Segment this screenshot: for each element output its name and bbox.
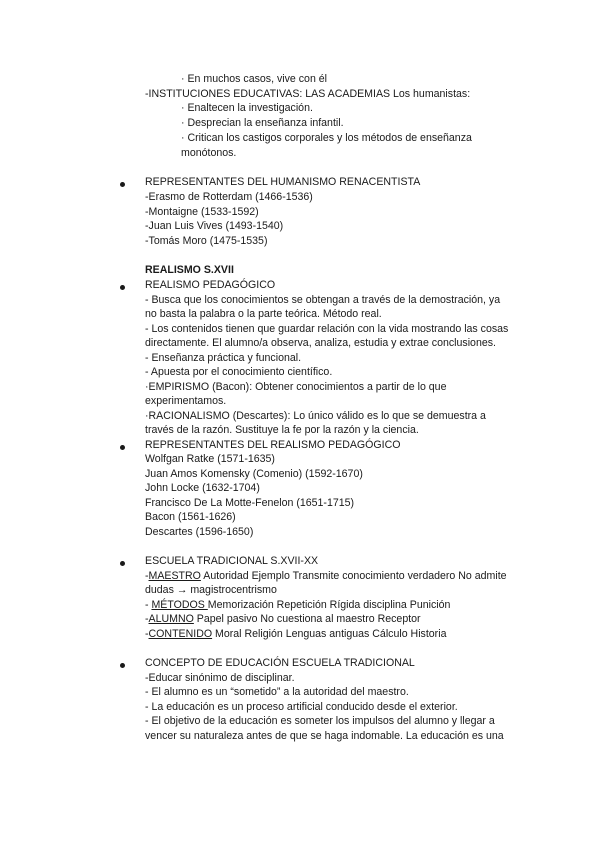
alumno-text: Papel pasivo No cuestiona al maestro Receptor — [193, 613, 421, 625]
section-heading: ESCUELA TRADICIONAL S.XVII-XX — [145, 555, 319, 567]
list-item: John Locke (1632-1704) — [145, 482, 260, 494]
text-line: -INSTITUCIONES EDUCATIVAS: LAS ACADEMIAS Los humanistas: — [145, 88, 471, 100]
contenido-label: CONTENIDO — [148, 628, 213, 640]
list-item: Descartes (1596-1650) — [145, 526, 254, 538]
text-line: · En muchos casos, vive con él — [181, 73, 328, 85]
text-line: · Desprecian la enseñanza infantil. — [181, 117, 344, 129]
alumno-label: ALUMNO — [148, 613, 194, 625]
text-line: · Enaltecen la investigación. — [181, 102, 313, 114]
text-line: - La educación es un proceso artificial conducido desde el exterior. — [145, 701, 458, 713]
section-title: REALISMO S.XVII — [145, 264, 234, 276]
section-heading: REPRESENTANTES DEL HUMANISMO RENACENTISTA — [145, 176, 421, 188]
bullet-icon — [120, 561, 125, 566]
maestro-label: MAESTRO — [148, 570, 201, 582]
text-line: - Enseñanza práctica y funcional. — [145, 352, 302, 364]
text-line: no basta la palabra o la parte teórica. Método real. — [145, 308, 382, 320]
section-heading: CONCEPTO DE EDUCACIÓN ESCUELA TRADICIONAL — [145, 657, 415, 669]
text-line: - Busca que los conocimientos se obtengan a través de la demostración, ya — [145, 294, 501, 306]
bullet-icon — [120, 663, 125, 668]
bullet-icon — [120, 285, 125, 290]
text-line: - El objetivo de la educación es someter los impulsos del alumno y llegar a — [145, 715, 495, 727]
list-item: -Juan Luis Vives (1493-1540) — [145, 220, 284, 232]
metodos-label: MÉTODOS — [151, 599, 208, 611]
text-line: través de la razón. Sustituye la fe por la razón y la ciencia. — [145, 424, 419, 436]
text-line: monótonos. — [181, 147, 237, 159]
text-line: -CONTENIDO Moral Religión Lenguas antiguas Cálculo Historia — [145, 628, 447, 640]
text-line: dudas → magistrocentrismo — [145, 584, 277, 596]
text-line: ·EMPIRISMO (Bacon): Obtener conocimientos a partir de lo que — [145, 381, 447, 393]
text-line: - El alumno es un “sometido” a la autoridad del maestro. — [145, 686, 409, 698]
list-item: Wolfgan Ratke (1571-1635) — [145, 453, 275, 465]
text-line: - Los contenidos tienen que guardar relación con la vida mostrando las cosas — [145, 323, 509, 335]
text-line: -ALUMNO Papel pasivo No cuestiona al maestro Receptor — [145, 613, 421, 625]
text-line: directamente. El alumno/a observa, analiza, estudia y extrae conclusiones. — [145, 337, 496, 349]
list-item: -Montaigne (1533-1592) — [145, 206, 259, 218]
text-line: -Educar sinónimo de disciplinar. — [145, 672, 295, 684]
list-item: -Tomás Moro (1475-1535) — [145, 235, 268, 247]
text-line: - MÉTODOS Memorización Repetición Rígida disciplina Punición — [145, 599, 451, 611]
text-line: ·RACIONALISMO (Descartes): Lo único válido es lo que se demuestra a — [145, 410, 486, 422]
text-line: experimentamos. — [145, 395, 227, 407]
list-item: Bacon (1561-1626) — [145, 511, 236, 523]
bullet-icon — [120, 445, 125, 450]
bullet-icon — [120, 182, 125, 187]
text-line: vencer su naturaleza antes de que se haga indomable. La educación es una — [145, 730, 504, 742]
text-line: -MAESTRO Autoridad Ejemplo Transmite conocimiento verdadero No admite — [145, 570, 507, 582]
maestro-text: Autoridad Ejemplo Transmite conocimiento verdadero No admite — [200, 570, 507, 582]
list-item: Juan Amos Komensky (Comenio) (1592-1670) — [145, 468, 363, 480]
text-line: · Critican los castigos corporales y los métodos de enseñanza — [181, 132, 472, 144]
list-item: -Erasmo de Rotterdam (1466-1536) — [145, 191, 313, 203]
metodos-text: Memorización Repetición Rígida disciplina Punición — [207, 599, 451, 611]
section-heading: REPRESENTANTES DEL REALISMO PEDAGÓGICO — [145, 439, 401, 451]
text-line: - Apuesta por el conocimiento científico. — [145, 366, 333, 378]
section-heading: REALISMO PEDAGÓGICO — [145, 279, 276, 291]
contenido-text: Moral Religión Lenguas antiguas Cálculo Historia — [212, 628, 447, 640]
list-item: Francisco De La Motte-Fenelon (1651-1715) — [145, 497, 355, 509]
